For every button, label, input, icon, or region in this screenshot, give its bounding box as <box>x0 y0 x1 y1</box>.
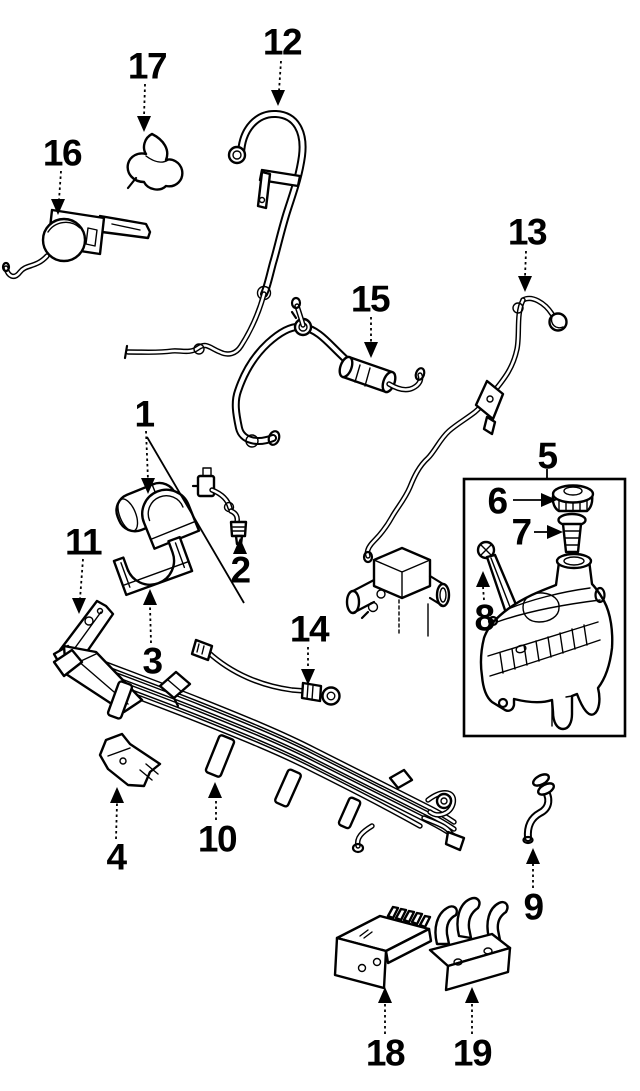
part-11-arrow <box>72 598 86 614</box>
part-16-sensor-drawing <box>3 210 150 276</box>
part-9-pipe-drawing <box>524 772 556 843</box>
part-17-leader-line <box>144 84 145 117</box>
part-6-cap-drawing <box>553 486 593 512</box>
part-label-6: 6 <box>487 480 507 522</box>
part-9-arrow <box>526 848 540 864</box>
callout-9 <box>523 848 543 928</box>
part-12-arrow <box>271 90 285 106</box>
part-label-2: 2 <box>230 549 250 591</box>
part-label-1: 1 <box>134 393 154 435</box>
part-18-arrow <box>378 987 392 1003</box>
part-label-9: 9 <box>523 886 543 928</box>
part-10-arrow <box>208 782 222 798</box>
part-label-17: 17 <box>127 45 167 87</box>
callout-5 <box>537 436 557 480</box>
callout-2 <box>230 538 250 591</box>
callout-4 <box>106 787 127 878</box>
part-label-13: 13 <box>507 211 547 253</box>
part-label-15: 15 <box>350 278 390 320</box>
part-1-canister-drawing <box>111 478 199 549</box>
part-19-arrow <box>465 987 479 1003</box>
part-15-arrow <box>364 342 378 358</box>
part-13-leader-line <box>525 251 526 277</box>
part-15-hose-drawing <box>236 298 426 447</box>
part-16-leader-line <box>59 171 61 200</box>
part-label-10: 10 <box>197 818 237 860</box>
callout-13 <box>508 212 547 293</box>
part-3-arrow <box>143 589 157 605</box>
part-14-hose-drawing <box>192 640 340 705</box>
part-label-8: 8 <box>474 597 494 639</box>
part-4-leader-line <box>116 803 117 839</box>
part-label-16: 16 <box>42 132 82 174</box>
callout-19 <box>453 987 492 1074</box>
part-4-bracket-drawing <box>100 734 160 786</box>
callout-7 <box>511 512 563 553</box>
part-17-arrow <box>137 116 151 132</box>
part-18-module-drawing <box>335 907 431 988</box>
part-label-4: 4 <box>106 836 126 878</box>
part-label-12: 12 <box>262 21 302 63</box>
callout-15 <box>351 279 390 359</box>
part-label-3: 3 <box>142 640 162 682</box>
callout-12 <box>263 22 302 107</box>
callout-17 <box>128 46 166 133</box>
part-3-leader-line <box>150 606 151 643</box>
part-19-bracket-drawing <box>430 898 510 990</box>
callout-8 <box>474 571 494 639</box>
part-7-arrow <box>547 525 563 539</box>
part-2-sensor-drawing <box>193 468 246 544</box>
callout-16 <box>43 133 82 216</box>
part-label-11: 11 <box>64 521 102 563</box>
part-7-filter-drawing <box>559 514 586 558</box>
part-13-arrow <box>518 276 532 292</box>
part-8-arrow <box>476 571 490 587</box>
part-label-14: 14 <box>289 608 329 650</box>
callout-10 <box>198 782 237 860</box>
part-17-clip-drawing <box>128 134 183 189</box>
part-label-19: 19 <box>452 1032 492 1074</box>
part-4-arrow <box>110 787 124 803</box>
part-12-leader-line <box>279 61 281 91</box>
solenoid-valve-drawing <box>347 548 449 636</box>
callout-14 <box>290 609 330 686</box>
part-label-18: 18 <box>365 1032 405 1074</box>
part-label-7: 7 <box>511 511 531 553</box>
callout-18 <box>366 987 405 1074</box>
part-11-leader-line <box>80 559 83 599</box>
callout-3 <box>142 589 162 682</box>
part-label-5: 5 <box>537 435 557 477</box>
